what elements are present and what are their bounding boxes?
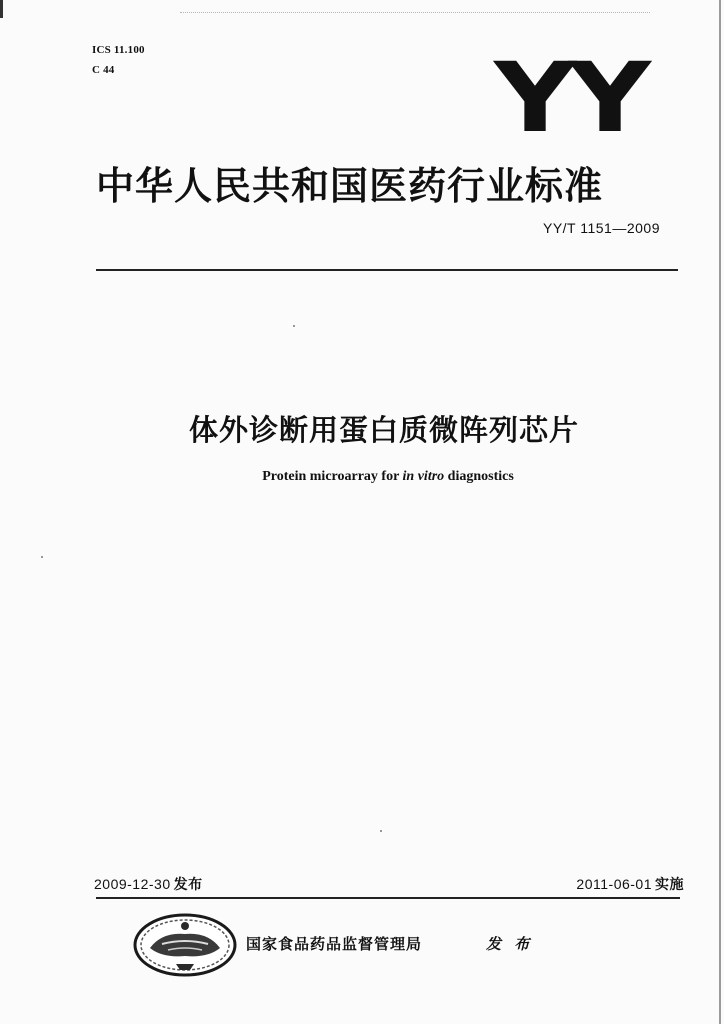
footer-divider xyxy=(96,897,680,899)
implementation-date-suffix: 实施 xyxy=(655,877,684,893)
ccs-code: C 44 xyxy=(92,64,115,76)
standard-mark: YY xyxy=(494,42,644,154)
issue-date-value: 2009-12-30 xyxy=(94,876,171,892)
issue-date-suffix: 发布 xyxy=(173,877,203,893)
header-divider xyxy=(96,269,678,271)
organization-title: 中华人民共和国医药行业标准 xyxy=(96,164,604,208)
title-english-italic: in vitro xyxy=(402,469,445,484)
scan-noise-line xyxy=(180,12,650,13)
title-english-suffix: diagnostics xyxy=(447,469,514,484)
ics-code: ICS 11.100 xyxy=(92,44,145,56)
scan-speck xyxy=(380,830,382,832)
issuing-authority: 国家食品药品监督管理局 xyxy=(246,935,423,953)
implementation-date xyxy=(576,874,684,894)
scan-speck xyxy=(41,556,43,558)
scan-edge-mark xyxy=(0,0,3,18)
document-title-english xyxy=(0,469,724,485)
scan-speck xyxy=(293,325,295,327)
standard-number: YY/T 1151—2009 xyxy=(542,220,660,236)
national-emblem-icon xyxy=(132,912,238,978)
title-english-prefix: Protein microarray for xyxy=(262,469,400,484)
publish-label: 发 布 xyxy=(486,935,534,953)
document-title-chinese: 体外诊断用蛋白质微阵列芯片 xyxy=(188,413,579,447)
implementation-date-value: 2011-06-01 xyxy=(576,876,652,892)
scan-edge-shadow xyxy=(719,0,721,1024)
issue-date xyxy=(94,874,203,894)
